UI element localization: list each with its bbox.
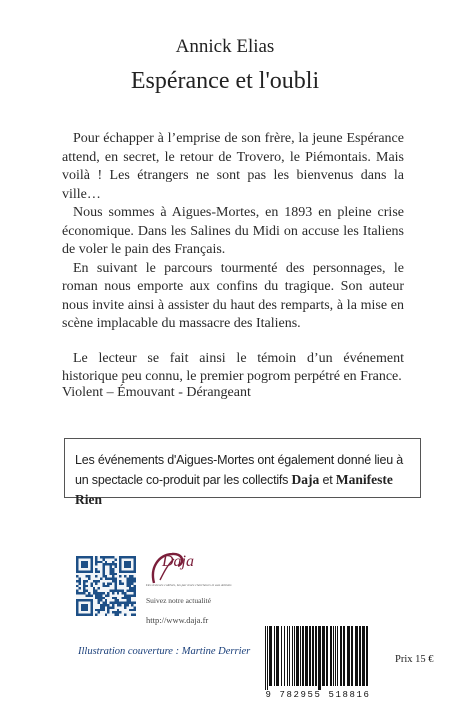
barcode-icon (257, 622, 379, 700)
publisher-logo-subtitle: Des lecteurs cultivés, lus par leurs chercheurs et aux Artistes (146, 583, 232, 587)
blurb-paragraph-2: Nous sommes à Aigues-Mortes, en 1893 en pleine crise économique. Dans les Salines du Midi on accuse les Italiens de voler le pain des Français. (62, 205, 404, 257)
info-and: et (319, 473, 336, 487)
info-text: Les événements d'Aigues-Mortes ont également donné lieu à un spectacle co-produit par les collectifs (75, 453, 404, 487)
book-title: Espérance et l'oubli (130, 68, 320, 94)
website-link[interactable]: http://www.daja.fr (146, 615, 209, 625)
publisher-logo-name: Daja (162, 553, 194, 570)
show-info-box (64, 438, 421, 507)
blurb (62, 130, 404, 387)
daja-name: Daja (291, 472, 320, 487)
blurb-paragraph-4: Le lecteur se fait ainsi le témoin d’un événement historique peu connu, le premier pogrom perpétré en France. (62, 350, 404, 384)
price: Prix 15 € (395, 654, 434, 665)
barcode-number: 9 782955 518816 (265, 690, 371, 700)
blurb-paragraph-3: En suivant le parcours tourmenté des personnages, le roman nous emporte aux confins du tragique. Son auteur nous invite ainsi à assister du haut des remparts, à la mise en scène implacable du massacre des Italiens. (62, 260, 404, 331)
blurb-paragraph-1: Pour échapper à l’emprise de son frère, la jeune Espérance attend, en secret, le retour de Trovero, le Piémontais. Mais voilà ! Les étrangers ne sont pas les bienvenus dans la ville… (62, 131, 404, 202)
author-name: Annick Elias (175, 36, 275, 57)
manifeste-rien-name: Manifeste Rien (75, 472, 393, 507)
tagline: Violent – Émouvant - Dérangeant (62, 385, 251, 400)
follow-text: Suivez notre actualité (146, 596, 211, 605)
illustration-credit: Illustration couverture : Martine Derrier (78, 646, 251, 657)
qr-code-icon (76, 556, 136, 616)
